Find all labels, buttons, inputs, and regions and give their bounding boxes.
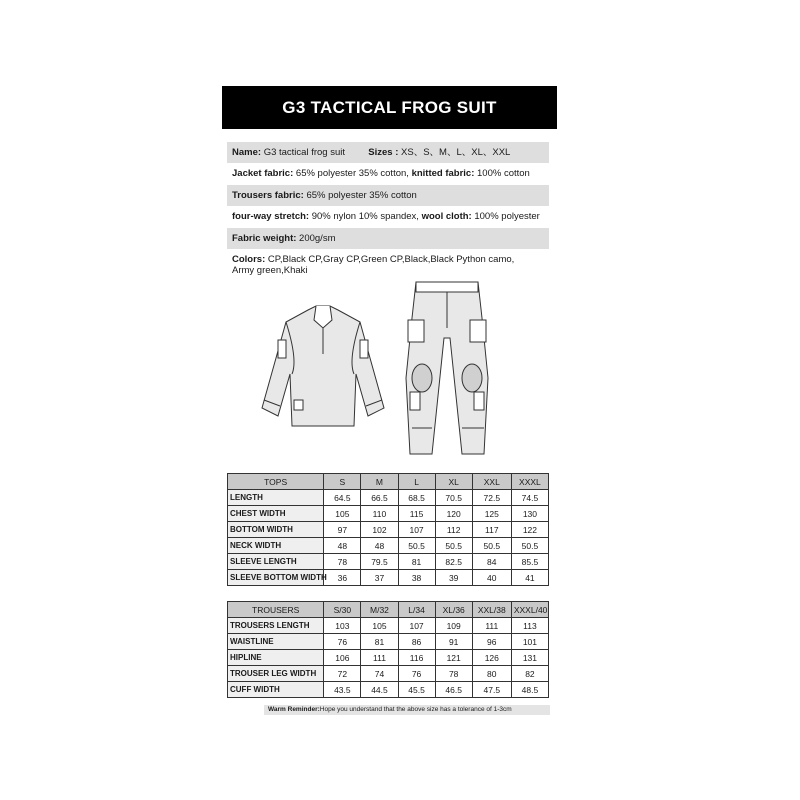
table-row [228, 522, 549, 538]
table-cell: 66.5 [361, 490, 398, 506]
table-cell: 43.5 [324, 682, 361, 698]
row-label: SLEEVE LENGTH [228, 554, 324, 570]
table-cell: 107 [398, 618, 435, 634]
table-cell: 107 [398, 522, 435, 538]
table-cell: 131 [511, 650, 548, 666]
table-cell: 97 [324, 522, 361, 538]
table-row [228, 506, 549, 522]
table-cell: 72 [324, 666, 361, 682]
table-cell: 74.5 [511, 490, 548, 506]
jacket-drawing [258, 300, 388, 430]
table-cell: 76 [324, 634, 361, 650]
table-cell: 105 [361, 618, 398, 634]
table-cell: 130 [511, 506, 548, 522]
sizes-value: XS、S、M、L、XL、XXL [401, 147, 511, 158]
size-header: L/34 [398, 602, 435, 618]
table-row [228, 650, 549, 666]
table-cell: 115 [398, 506, 435, 522]
table-cell: 70.5 [435, 490, 472, 506]
table-cell: 111 [472, 618, 511, 634]
colors-value: CP,Black CP,Gray CP,Green CP,Black,Black Python camo, Army green,Khaki [232, 254, 515, 276]
table-cell: 125 [472, 506, 511, 522]
table-row [228, 618, 549, 634]
table-cell: 36 [324, 570, 361, 586]
spec-row-stretch [227, 206, 549, 227]
size-header: XL [435, 474, 472, 490]
stretch-label: four-way stretch: [232, 211, 310, 222]
table-cell: 78 [324, 554, 361, 570]
colors-label: Colors: [232, 254, 266, 265]
size-header: XXL [472, 474, 511, 490]
table-cell: 50.5 [511, 538, 548, 554]
row-label: HIPLINE [228, 650, 324, 666]
spec-row-trousers [227, 185, 549, 206]
table-row [228, 490, 549, 506]
table-cell: 103 [324, 618, 361, 634]
row-label: NECK WIDTH [228, 538, 324, 554]
table-cell: 74 [361, 666, 398, 682]
reminder-label: Warm Reminder: [268, 706, 320, 713]
size-header: XXL/38 [472, 602, 511, 618]
size-header: S/30 [324, 602, 361, 618]
table-row [228, 538, 549, 554]
trousers-drawing [402, 278, 492, 458]
table-cell: 38 [398, 570, 435, 586]
table-cell: 41 [511, 570, 548, 586]
spec-row-jacket [227, 163, 549, 184]
table-row [228, 570, 549, 586]
table-cell: 47.5 [472, 682, 511, 698]
table-cell: 86 [398, 634, 435, 650]
table-cell: 82.5 [435, 554, 472, 570]
table-cell: 48.5 [511, 682, 548, 698]
table-cell: 80 [472, 666, 511, 682]
table-cell: 85.5 [511, 554, 548, 570]
table-cell: 39 [435, 570, 472, 586]
weight-label: Fabric weight: [232, 233, 297, 244]
table-cell: 116 [398, 650, 435, 666]
name-value: G3 tactical frog suit [263, 147, 345, 158]
table-cell: 91 [435, 634, 472, 650]
table-cell: 64.5 [324, 490, 361, 506]
table-cell: 110 [361, 506, 398, 522]
row-label: LENGTH [228, 490, 324, 506]
row-label: WAISTLINE [228, 634, 324, 650]
spec-row-name [227, 142, 549, 163]
title-text: G3 TACTICAL FROG SUIT [282, 97, 497, 117]
table-cell: 101 [511, 634, 548, 650]
weight-value: 200g/sm [299, 233, 336, 244]
table-cell: 68.5 [398, 490, 435, 506]
table-cell: 117 [472, 522, 511, 538]
size-header: XL/36 [435, 602, 472, 618]
wool-value: 100% polyester [474, 211, 540, 222]
spec-row-weight [227, 228, 549, 249]
table-cell: 126 [472, 650, 511, 666]
size-header: M/32 [361, 602, 398, 618]
table-cell: 48 [361, 538, 398, 554]
row-label: TROUSERS LENGTH [228, 618, 324, 634]
table-cell: 72.5 [472, 490, 511, 506]
knitted-label: knitted fabric: [411, 168, 475, 179]
colors-text [232, 254, 532, 276]
table-cell: 45.5 [398, 682, 435, 698]
size-header: XXXL [511, 474, 548, 490]
table-cell: 48 [324, 538, 361, 554]
table-title-header: TOPS [228, 474, 324, 490]
table-cell: 106 [324, 650, 361, 666]
table-cell: 121 [435, 650, 472, 666]
table-cell: 113 [511, 618, 548, 634]
table-title-header: TROUSERS [228, 602, 324, 618]
row-label: SLEEVE BOTTOM WIDTH [228, 570, 324, 586]
trousers-value: 65% polyester 35% cotton [306, 190, 417, 201]
table-cell: 50.5 [398, 538, 435, 554]
reminder-text: Hope you understand that the above size has a tolerance of 1-3cm [319, 706, 512, 713]
trousers-size-table [227, 601, 549, 698]
table-cell: 96 [472, 634, 511, 650]
table-cell: 111 [361, 650, 398, 666]
row-label: CUFF WIDTH [228, 682, 324, 698]
table-cell: 81 [361, 634, 398, 650]
table-cell: 84 [472, 554, 511, 570]
size-header: S [324, 474, 361, 490]
jacket-label: Jacket fabric: [232, 168, 294, 179]
trousers-header-row [228, 602, 549, 618]
trousers-label: Trousers fabric: [232, 190, 304, 201]
knitted-value: 100% cotton [477, 168, 530, 179]
table-cell: 50.5 [472, 538, 511, 554]
table-cell: 46.5 [435, 682, 472, 698]
tops-size-table [227, 473, 549, 586]
table-cell: 122 [511, 522, 548, 538]
table-cell: 82 [511, 666, 548, 682]
table-cell: 50.5 [435, 538, 472, 554]
row-label: TROUSER LEG WIDTH [228, 666, 324, 682]
table-cell: 79.5 [361, 554, 398, 570]
table-cell: 76 [398, 666, 435, 682]
table-cell: 102 [361, 522, 398, 538]
size-header: M [361, 474, 398, 490]
table-row [228, 554, 549, 570]
table-cell: 78 [435, 666, 472, 682]
warm-reminder [264, 705, 550, 715]
table-cell: 120 [435, 506, 472, 522]
table-row [228, 634, 549, 650]
tops-header-row [228, 474, 549, 490]
row-label: BOTTOM WIDTH [228, 522, 324, 538]
row-label: CHEST WIDTH [228, 506, 324, 522]
table-cell: 40 [472, 570, 511, 586]
name-label: Name: [232, 147, 262, 158]
table-row [228, 682, 549, 698]
table-cell: 105 [324, 506, 361, 522]
sizes-label: Sizes : [368, 147, 399, 158]
page-title [222, 86, 557, 129]
table-cell: 112 [435, 522, 472, 538]
size-header: L [398, 474, 435, 490]
table-cell: 109 [435, 618, 472, 634]
stretch-value: 90% nylon 10% spandex, [311, 211, 419, 222]
table-cell: 81 [398, 554, 435, 570]
table-cell: 37 [361, 570, 398, 586]
table-cell: 44.5 [361, 682, 398, 698]
jacket-value: 65% polyester 35% cotton, [295, 168, 409, 179]
wool-label: wool cloth: [421, 211, 472, 222]
table-row [228, 666, 549, 682]
size-header: XXXL/40 [511, 602, 548, 618]
